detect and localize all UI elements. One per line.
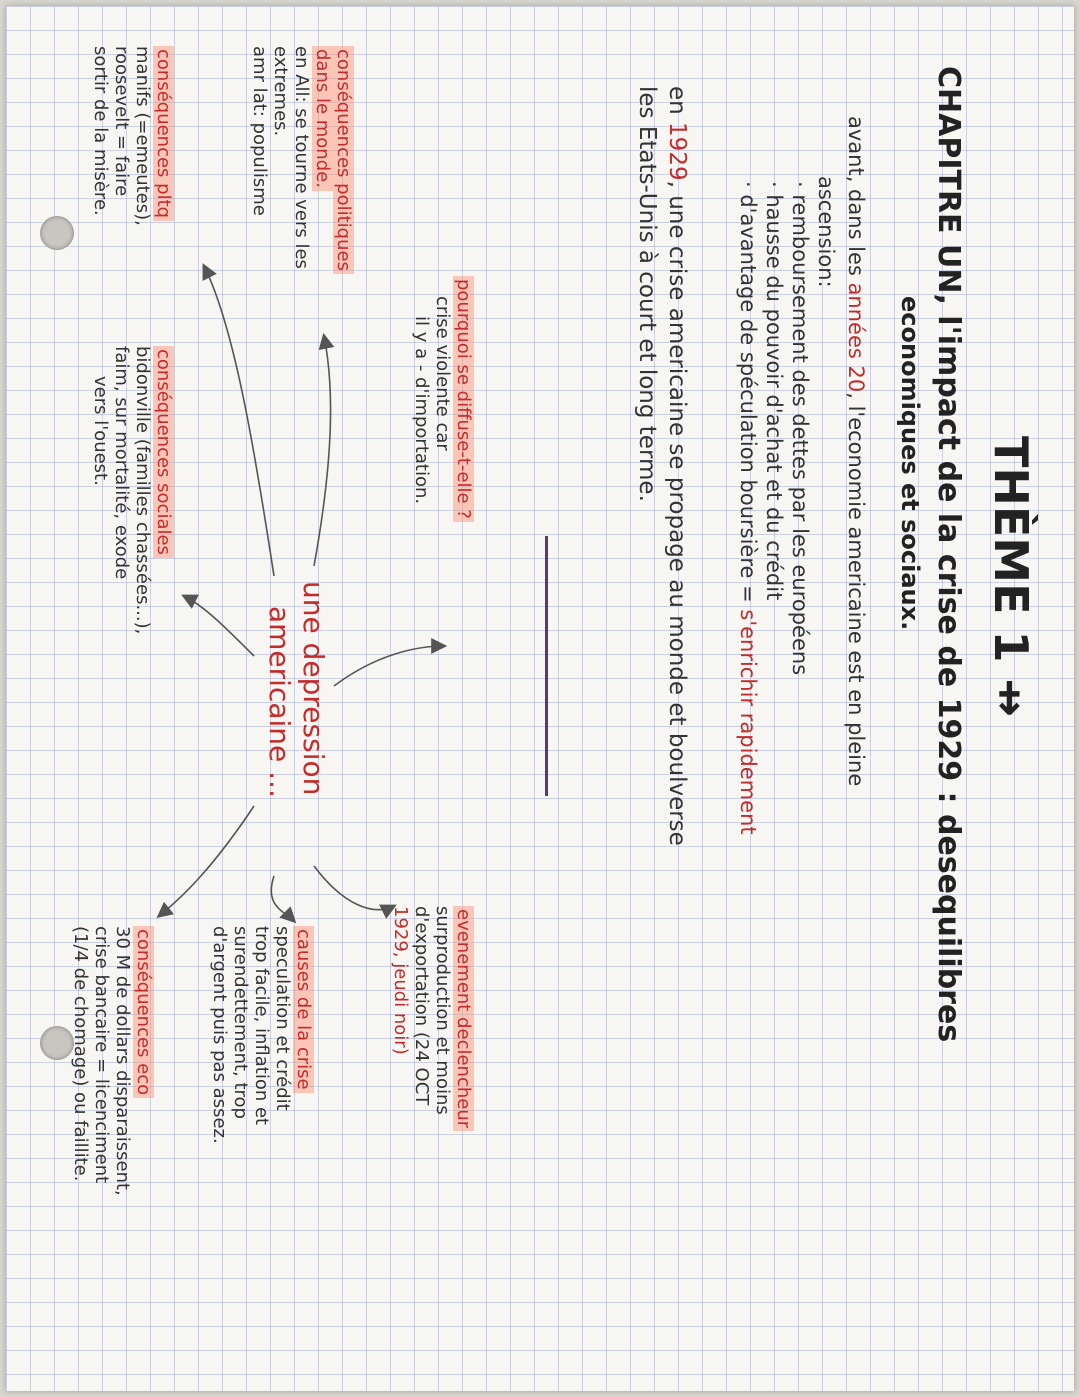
center-line-2: americaine ...	[263, 606, 296, 798]
causes-line-4: d'argent puis pas assez.	[209, 926, 230, 1144]
notebook-page	[6, 6, 1074, 1391]
intro-ascension: ascension:	[814, 176, 838, 288]
crisis-rest: , une crise americaine se propage au monde et boulverse	[664, 180, 690, 846]
evenement-line-1: surproduction et moins	[432, 906, 453, 1115]
politiques-heading-1: conséquences politiques	[333, 46, 354, 274]
eco-heading: conséquences eco	[133, 926, 154, 1098]
chapter-subtitle: economiques et sociaux.	[896, 296, 924, 631]
evenement-line-2: d'exportation (24 OCT	[411, 906, 432, 1106]
pltq-line-1: manifs (=emeutes),	[132, 46, 153, 226]
arrow-to-evenement	[314, 866, 394, 910]
sociales-line-1: bidonville (familles chassées...),	[132, 346, 153, 635]
politiques-line-1: en All: se tourne vers les	[291, 46, 312, 269]
eco-line-1: 30 M de dollars disparaissent,	[112, 926, 133, 1196]
pourquoi-heading: pourquoi se diffuse-t-elle ?	[453, 276, 474, 522]
eco-line-2: crise bancaire = licenciment	[91, 926, 112, 1184]
politiques-line-2: extremes.	[270, 46, 291, 137]
sociales-line-2: faim, sur mortalité, exode	[111, 346, 132, 580]
pourquoi-line-1: crise violente car	[432, 296, 453, 451]
arrow-to-politiques	[314, 336, 331, 566]
center-line-1: une depression	[297, 581, 330, 796]
pltq-line-3: sortir de la misère.	[90, 46, 111, 216]
arrow-to-pourquoi	[334, 646, 444, 686]
crisis-line-2: les Etats-Unis à court et long terme.	[634, 86, 660, 502]
arrow-to-sociales	[184, 596, 254, 656]
crisis-year: 1929	[664, 122, 690, 181]
intro-bullet-3-text: · d'avantage de spéculation boursière =	[736, 181, 760, 610]
causes-line-2: trop facile, inflation et	[251, 926, 272, 1126]
causes-heading: causes de la crise	[293, 926, 314, 1093]
politiques-line-3: amr lat: populisme	[249, 46, 270, 216]
eco-line-3: (1/4 de chomage) ou faillite.	[70, 926, 91, 1182]
mindmap-arrows	[6, 6, 1074, 1391]
chapter-title: CHAPITRE UN, l'impact de la crise de 1929 : desequilibres	[931, 66, 966, 1043]
politiques-heading-2: dans le monde.	[312, 46, 333, 191]
intro-enrich: s'enrichir rapidement	[736, 609, 760, 835]
pourquoi-line-2: il y a - d'importation.	[411, 316, 432, 505]
intro-bullet-2: · hausse du pouvoir d'achat et du crédit	[762, 181, 786, 601]
intro-years: années 20	[844, 282, 868, 393]
intro-bullet-1: · remboursement des dettes par les européens	[788, 181, 812, 676]
page-title: THÈME 1 ⇸	[984, 436, 1038, 718]
arrow-to-pltq	[204, 266, 274, 576]
evenement-heading: evenement declencheur	[453, 906, 474, 1131]
causes-line-1: speculation et crédit	[272, 926, 293, 1111]
pltq-line-2: roosevelt = faire	[111, 46, 132, 197]
causes-line-3: surendettement, trop	[230, 926, 251, 1119]
arrow-to-causes	[271, 876, 294, 921]
rotated-notes	[6, 6, 1074, 1391]
arrow-to-eco	[159, 806, 254, 916]
intro-prefix: avant, dans les	[844, 116, 868, 283]
sociales-line-3: vers l'ouest.	[90, 376, 111, 486]
crisis-prefix: en	[664, 86, 690, 123]
sociales-heading: conséquences sociales	[153, 346, 174, 558]
pltq-heading: conséquences pltq	[153, 46, 174, 221]
evenement-line-3: 1929, jeudi noir)	[390, 906, 411, 1055]
intro-suffix: , l'economie americaine est en pleine	[844, 392, 868, 787]
